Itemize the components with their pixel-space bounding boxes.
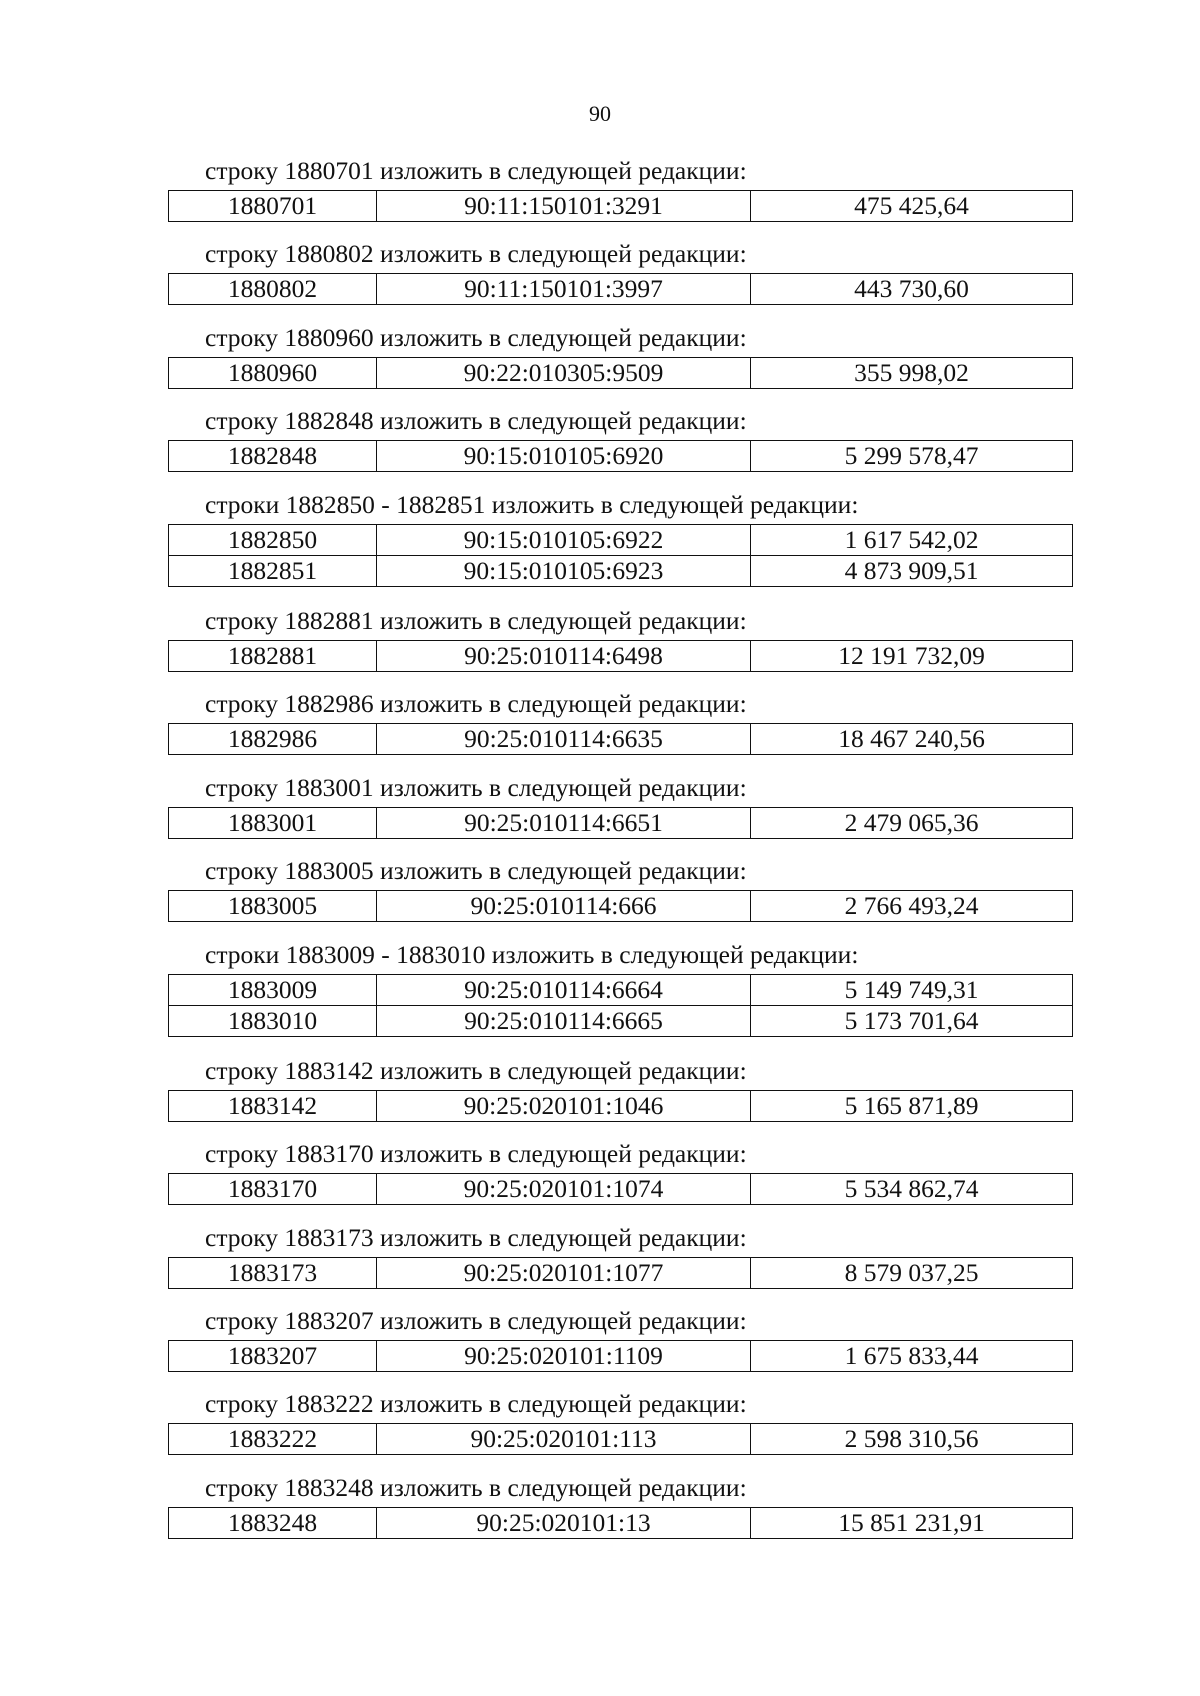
cadastral-number-cell: 90:15:010105:6922 <box>377 524 751 555</box>
amendment-table <box>168 440 1073 472</box>
row-number-cell: 1882850 <box>169 524 377 555</box>
row-number-cell: 1882986 <box>169 724 377 755</box>
amendment-section <box>168 936 1072 1052</box>
amendment-section <box>168 769 1072 852</box>
cadastral-number-cell: 90:25:010114:6665 <box>377 1005 751 1036</box>
row-number-cell: 1883170 <box>169 1174 377 1205</box>
table-row <box>169 441 1073 472</box>
amendment-instruction: строку 1882881 изложить в следующей редакции: <box>205 605 747 635</box>
amendment-section <box>168 235 1072 318</box>
amendment-table <box>168 1173 1073 1205</box>
table-row <box>169 1424 1073 1455</box>
cadastral-value-cell: 18 467 240,56 <box>751 724 1073 755</box>
cadastral-number-cell: 90:15:010105:6923 <box>377 555 751 586</box>
amendment-instruction: строку 1883005 изложить в следующей редакции: <box>205 856 747 886</box>
amendment-instruction: строку 1883173 изложить в следующей редакции: <box>205 1222 747 1252</box>
amendment-table <box>168 1257 1073 1289</box>
amendment-instruction: строку 1883170 изложить в следующей редакции: <box>205 1139 747 1169</box>
amendment-section <box>168 319 1072 402</box>
amendments-list <box>168 152 1072 1552</box>
row-number-cell: 1882848 <box>169 441 377 472</box>
table-row <box>169 191 1073 222</box>
cadastral-value-cell: 5 173 701,64 <box>751 1005 1073 1036</box>
cadastral-number-cell: 90:25:010114:6635 <box>377 724 751 755</box>
amendment-section <box>168 1385 1072 1468</box>
table-row <box>169 555 1073 586</box>
row-number-cell: 1880802 <box>169 274 377 305</box>
amendment-table <box>168 1423 1073 1455</box>
cadastral-number-cell: 90:25:020101:1046 <box>377 1090 751 1121</box>
row-number-cell: 1883248 <box>169 1507 377 1538</box>
table-row <box>169 1005 1073 1036</box>
amendment-table <box>168 723 1073 755</box>
amendment-table <box>168 1090 1073 1122</box>
amendment-table <box>168 807 1073 839</box>
row-number-cell: 1882851 <box>169 555 377 586</box>
amendment-section <box>168 152 1072 235</box>
cadastral-number-cell: 90:25:020101:13 <box>377 1507 751 1538</box>
row-number-cell: 1883173 <box>169 1257 377 1288</box>
table-row <box>169 974 1073 1005</box>
amendment-instruction: строку 1883207 изложить в следующей редакции: <box>205 1306 747 1336</box>
amendment-table <box>168 1340 1073 1372</box>
amendment-table <box>168 1507 1073 1539</box>
amendment-table <box>168 273 1073 305</box>
amendment-instruction: строку 1882986 изложить в следующей редакции: <box>205 689 747 719</box>
cadastral-number-cell: 90:25:010114:6664 <box>377 974 751 1005</box>
cadastral-number-cell: 90:25:010114:6498 <box>377 640 751 671</box>
table-row <box>169 357 1073 388</box>
table-row <box>169 1257 1073 1288</box>
cadastral-number-cell: 90:25:010114:6651 <box>377 807 751 838</box>
amendment-instruction: строку 1883248 изложить в следующей редакции: <box>205 1472 747 1502</box>
cadastral-value-cell: 12 191 732,09 <box>751 640 1073 671</box>
table-row <box>169 1174 1073 1205</box>
amendment-instruction: строки 1882850 - 1882851 изложить в следующей редакции: <box>205 489 859 519</box>
amendment-instruction: строку 1883142 изложить в следующей редакции: <box>205 1055 747 1085</box>
table-row <box>169 524 1073 555</box>
cadastral-value-cell: 1 675 833,44 <box>751 1341 1073 1372</box>
cadastral-value-cell: 5 534 862,74 <box>751 1174 1073 1205</box>
amendment-instruction: строку 1883001 изложить в следующей редакции: <box>205 772 747 802</box>
amendment-table <box>168 524 1073 587</box>
cadastral-value-cell: 8 579 037,25 <box>751 1257 1073 1288</box>
amendment-instruction: строку 1880960 изложить в следующей редакции: <box>205 322 747 352</box>
table-row <box>169 640 1073 671</box>
cadastral-number-cell: 90:25:020101:1109 <box>377 1341 751 1372</box>
row-number-cell: 1883142 <box>169 1090 377 1121</box>
amendment-section <box>168 1469 1072 1552</box>
amendment-instruction: строки 1883009 - 1883010 изложить в следующей редакции: <box>205 939 859 969</box>
row-number-cell: 1880701 <box>169 191 377 222</box>
cadastral-number-cell: 90:25:020101:113 <box>377 1424 751 1455</box>
cadastral-value-cell: 5 299 578,47 <box>751 441 1073 472</box>
amendment-section <box>168 852 1072 935</box>
cadastral-value-cell: 355 998,02 <box>751 357 1073 388</box>
table-row <box>169 274 1073 305</box>
row-number-cell: 1883005 <box>169 891 377 922</box>
amendment-section <box>168 602 1072 685</box>
amendment-instruction: строку 1882848 изложить в следующей редакции: <box>205 406 747 436</box>
cadastral-value-cell: 15 851 231,91 <box>751 1507 1073 1538</box>
cadastral-number-cell: 90:11:150101:3997 <box>377 274 751 305</box>
table-row <box>169 807 1073 838</box>
amendment-table <box>168 190 1073 222</box>
row-number-cell: 1883222 <box>169 1424 377 1455</box>
amendment-table <box>168 890 1073 922</box>
cadastral-value-cell: 1 617 542,02 <box>751 524 1073 555</box>
cadastral-value-cell: 4 873 909,51 <box>751 555 1073 586</box>
amendment-section <box>168 1052 1072 1135</box>
amendment-section <box>168 486 1072 602</box>
cadastral-value-cell: 5 165 871,89 <box>751 1090 1073 1121</box>
table-row <box>169 1090 1073 1121</box>
row-number-cell: 1883010 <box>169 1005 377 1036</box>
cadastral-number-cell: 90:25:020101:1077 <box>377 1257 751 1288</box>
cadastral-number-cell: 90:25:020101:1074 <box>377 1174 751 1205</box>
amendment-table <box>168 640 1073 672</box>
amendment-instruction: строку 1883222 изложить в следующей редакции: <box>205 1389 747 1419</box>
amendment-section <box>168 402 1072 485</box>
cadastral-number-cell: 90:15:010105:6920 <box>377 441 751 472</box>
amendment-instruction: строку 1880701 изложить в следующей редакции: <box>205 156 747 185</box>
cadastral-number-cell: 90:22:010305:9509 <box>377 357 751 388</box>
amendment-section <box>168 685 1072 768</box>
table-row <box>169 724 1073 755</box>
cadastral-number-cell: 90:11:150101:3291 <box>377 191 751 222</box>
amendment-table <box>168 974 1073 1037</box>
amendment-table <box>168 357 1073 389</box>
cadastral-value-cell: 443 730,60 <box>751 274 1073 305</box>
row-number-cell: 1883009 <box>169 974 377 1005</box>
cadastral-number-cell: 90:25:010114:666 <box>377 891 751 922</box>
row-number-cell: 1883001 <box>169 807 377 838</box>
row-number-cell: 1882881 <box>169 640 377 671</box>
amendment-section <box>168 1219 1072 1302</box>
amendment-section <box>168 1302 1072 1385</box>
table-row <box>169 1507 1073 1538</box>
page-number: 90 <box>589 101 611 126</box>
table-row <box>169 1341 1073 1372</box>
amendment-section <box>168 1135 1072 1218</box>
cadastral-value-cell: 475 425,64 <box>751 191 1073 222</box>
table-row <box>169 891 1073 922</box>
row-number-cell: 1880960 <box>169 357 377 388</box>
row-number-cell: 1883207 <box>169 1341 377 1372</box>
amendment-instruction: строку 1880802 изложить в следующей редакции: <box>205 239 747 269</box>
cadastral-value-cell: 5 149 749,31 <box>751 974 1073 1005</box>
cadastral-value-cell: 2 766 493,24 <box>751 891 1073 922</box>
cadastral-value-cell: 2 479 065,36 <box>751 807 1073 838</box>
cadastral-value-cell: 2 598 310,56 <box>751 1424 1073 1455</box>
